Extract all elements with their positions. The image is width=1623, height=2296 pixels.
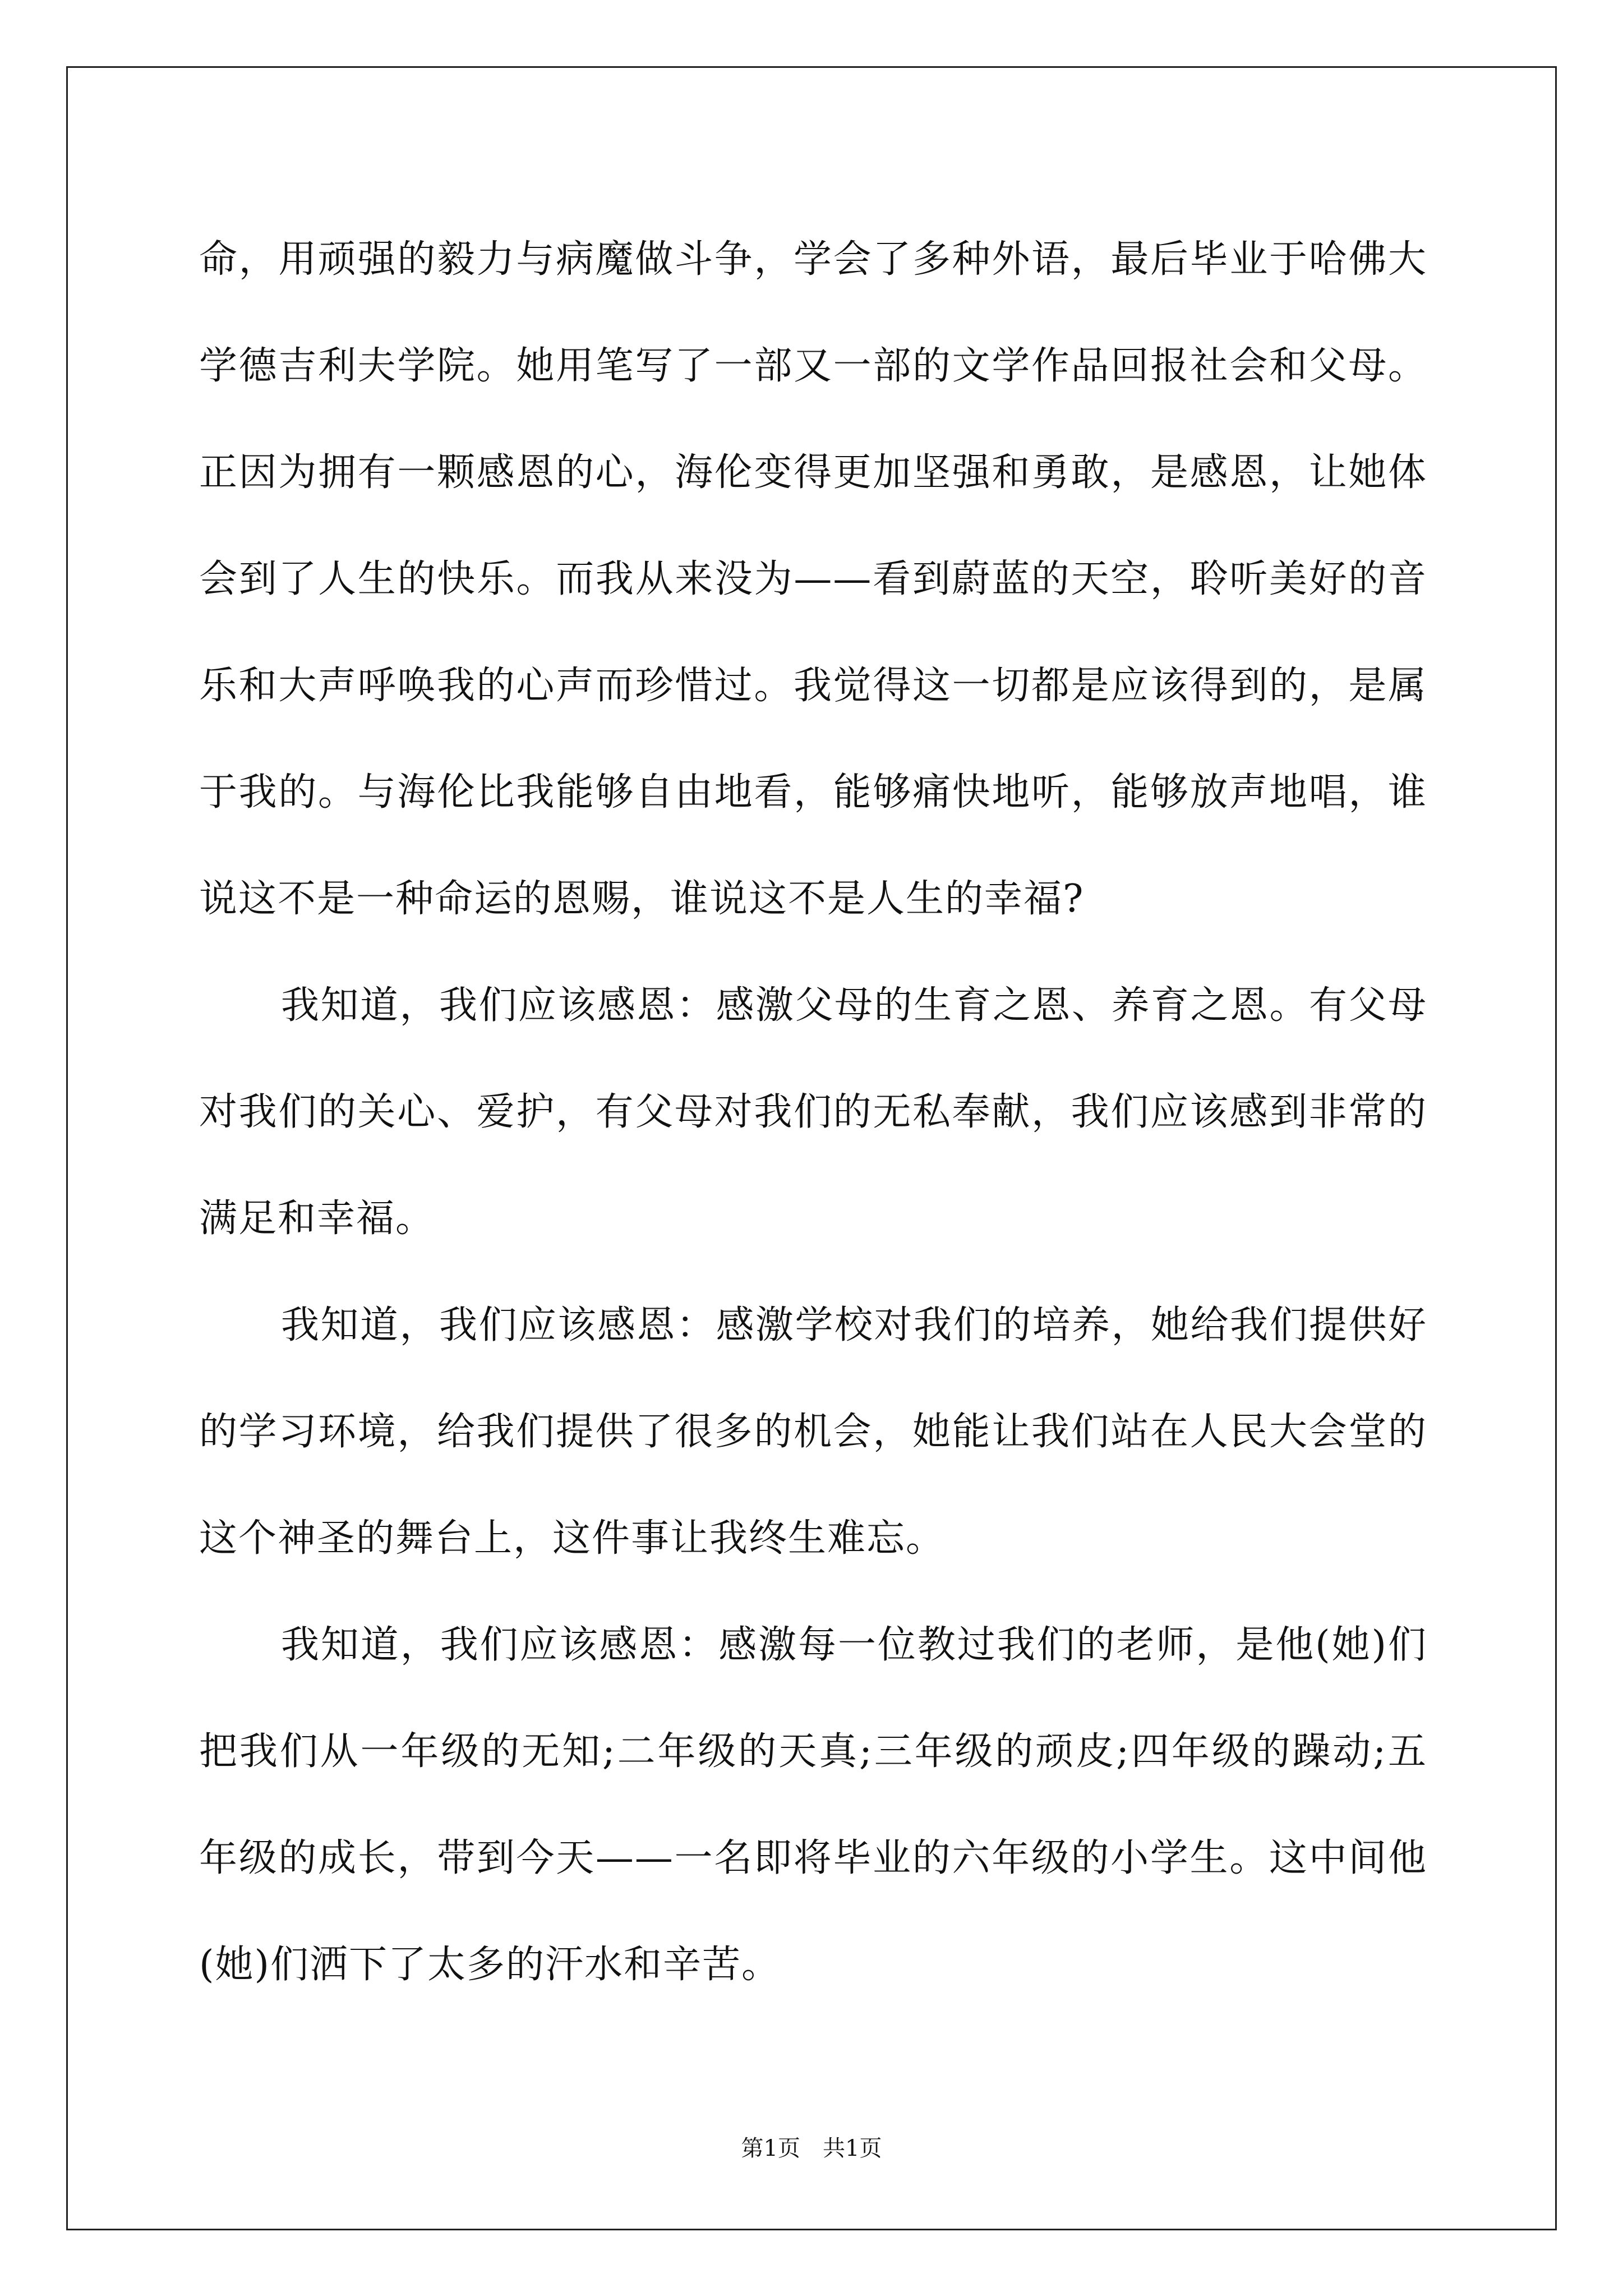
paragraph: 我知道，我们应该感恩：感激每一位教过我们的老师，是他(她)们把我们从一年级的无知;二年级的天真;三年级的顽皮;四年级的躁动;五年级的成长，带到今天——一名即将毕业的六年级的小学生。这中间他(她)们洒下了太多的汗水和辛苦。 xyxy=(199,1623,1427,1987)
paragraph: 我知道，我们应该感恩：感激学校对我们的培养，她给我们提供好的学习环境，给我们提供了很多的机会，她能让我们站在人民大会堂的这个神圣的舞台上，这件事让我终生难忘。 xyxy=(199,1303,1427,1561)
paragraph: 我知道，我们应该感恩：感激父母的生育之恩、养育之恩。有父母对我们的关心、爱护，有父母对我们的无私奉献，我们应该感到非常的满足和幸福。 xyxy=(199,983,1427,1241)
page-number: 第1页 xyxy=(741,2136,800,2161)
paragraph: 命，用顽强的毅力与病魔做斗争，学会了多种外语，最后毕业于哈佛大学德吉利夫学院。她用笔写了一部又一部的文学作品回报社会和父母。正因为拥有一颗感恩的心，海伦变得更加坚强和勇敢，是感恩，让她体会到了人生的快乐。而我从来没为——看到蔚蓝的天空，聆听美好的音乐和大声呼唤我的心声而珍惜过。我觉得这一切都是应该得到的，是属于我的。与海伦比我能够自由地看，能够痛快地听，能够放声地唱，谁说这不是一种命运的恩赐，谁说这不是人生的幸福? xyxy=(199,237,1427,921)
page-footer xyxy=(0,2131,1623,2162)
document-body xyxy=(199,206,1427,2018)
page-total: 共1页 xyxy=(823,2136,882,2161)
